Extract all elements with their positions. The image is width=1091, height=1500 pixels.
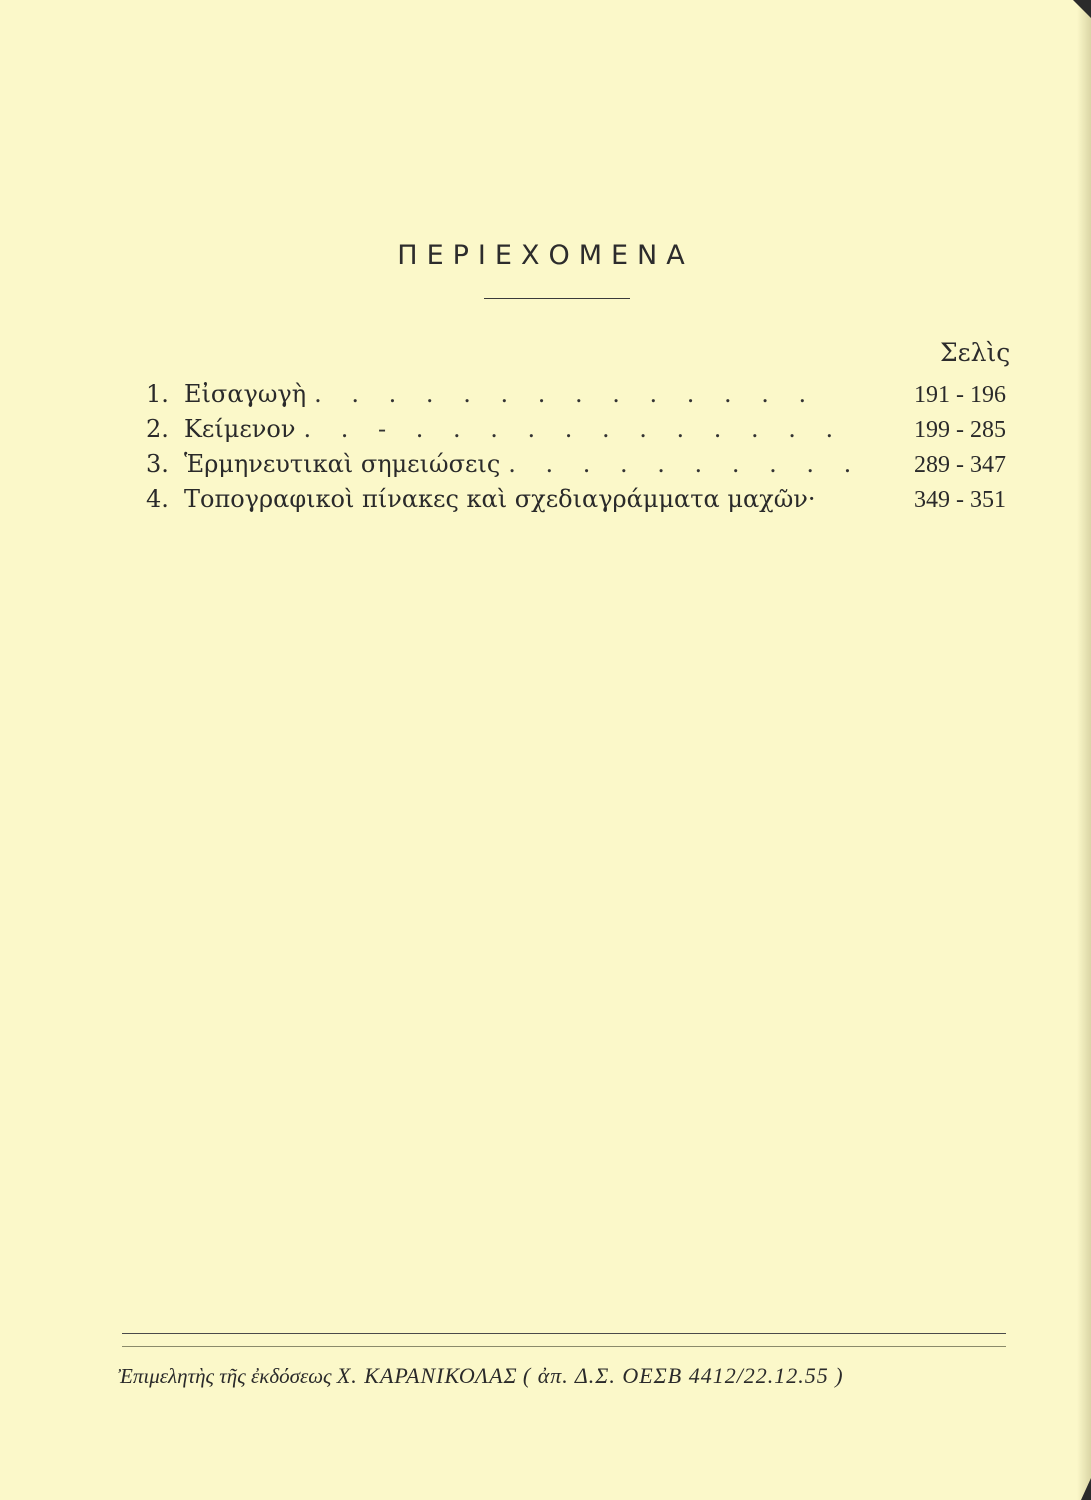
colophon-prefix: Ἐπιμελητὴς τῆς ἐκδόσεως bbox=[118, 1364, 332, 1388]
toc-entry-leader: . . . . . . . . . . bbox=[508, 450, 863, 478]
toc-entry-leader: . . - . . . . . . . . . . . . bbox=[303, 415, 845, 443]
toc-entry bbox=[146, 415, 1006, 450]
colophon-reference: ( ἀπ. Δ.Σ. ΟΕΣΒ 4412/22.12.55 ) bbox=[522, 1363, 844, 1388]
toc-entry-title: Ἑρμηνευτικαὶ σημειώσεις bbox=[184, 450, 501, 478]
footer-rule bbox=[122, 1346, 1006, 1347]
toc-entry-pages: 191 - 196 bbox=[914, 382, 1006, 408]
toc-entry-title: Κείμενον bbox=[184, 415, 296, 443]
table-of-contents bbox=[146, 380, 1006, 520]
colophon bbox=[118, 1363, 1018, 1389]
corner-mark bbox=[1081, 1478, 1091, 1500]
toc-entry-leader: . . . . . . . . . . . . . . bbox=[314, 380, 818, 408]
page-column-header: Σελὶς bbox=[940, 338, 1011, 367]
toc-entry-number: 3. bbox=[146, 450, 169, 478]
colophon-editor: Χ. ΚΑΡΑΝΙΚΟΛΑΣ bbox=[336, 1363, 518, 1388]
title-underline bbox=[484, 298, 630, 299]
page-title: ΠΕΡΙΕΧΟΜΕΝΑ bbox=[397, 240, 694, 271]
toc-entry-number: 1. bbox=[146, 380, 169, 408]
toc-entry-title: Τοπογραφικοὶ πίνακες καὶ σχεδιαγράμματα μαχῶν· bbox=[184, 485, 816, 513]
corner-mark bbox=[1073, 0, 1091, 18]
toc-entry-title: Εἰσαγωγὴ bbox=[184, 380, 307, 408]
toc-entry bbox=[146, 450, 1006, 485]
page-edge-shadow bbox=[1077, 0, 1091, 1500]
toc-entry bbox=[146, 380, 1006, 415]
toc-entry bbox=[146, 485, 1006, 520]
toc-entry-pages: 349 - 351 bbox=[914, 487, 1006, 513]
toc-entry-number: 2. bbox=[146, 415, 169, 443]
footer-rule bbox=[122, 1333, 1006, 1334]
toc-entry-number: 4. bbox=[146, 485, 169, 513]
toc-entry-pages: 199 - 285 bbox=[914, 417, 1006, 443]
toc-entry-pages: 289 - 347 bbox=[914, 452, 1006, 478]
